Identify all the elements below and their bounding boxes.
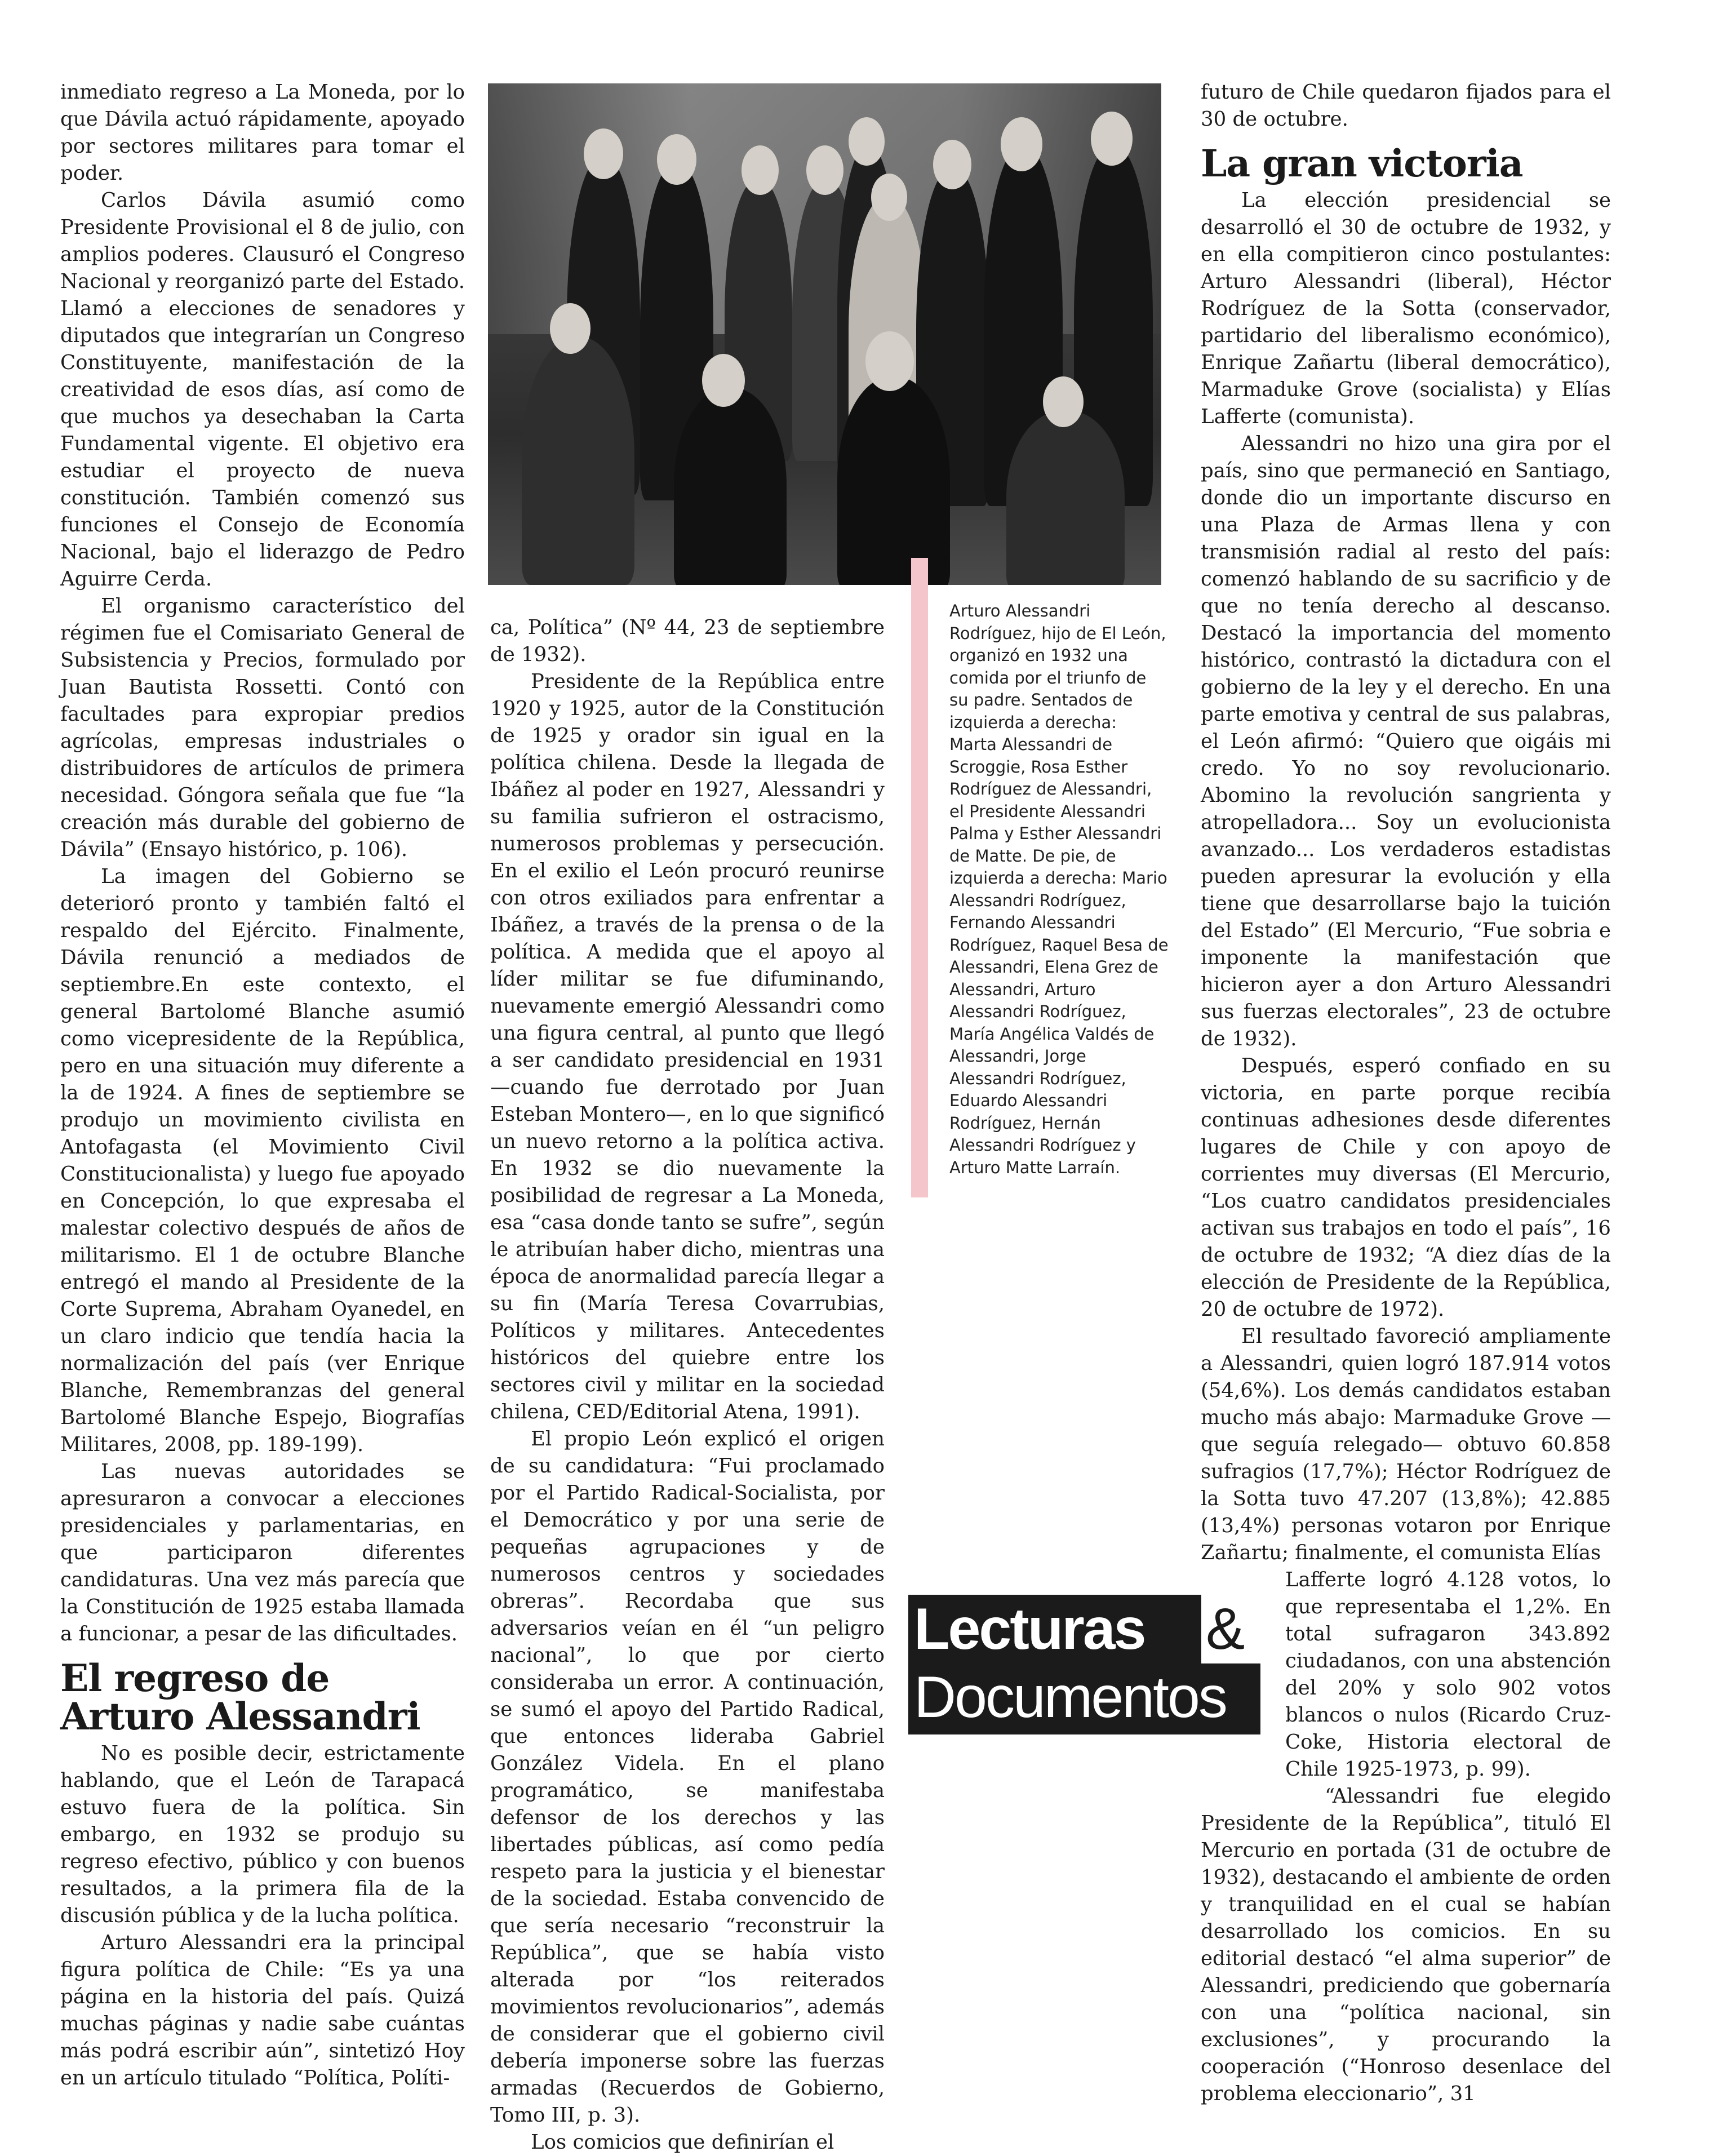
paragraph: El propio León explicó el origen de su candidatura: “Fui proclamado por el Partido Radical-Socialista, por el Democrático y por una serie de pequeñas agrupaciones y de numerosos centros y sociedades obreras”. Recordaba que sus adversarios veían en él “un peligro nacional”, lo que por cierto consideraba un error. A continuación, se sumó el apoyo del Partido Radical, que entonces lideraba Gabriel González Videla. En el plano programático, se manifestaba defensor de los derechos y las libertades públicas, así como pedía respeto para la justicia y el bienestar de la sociedad. Estaba convencido de que sería necesario “reconstruir la República”, que se había visto alterada por “los reiterados movimientos revolucionarios”, además de considerar que el gobierno civil debería imponerse sobre las fuerzas armadas (Recuerdos de Gobierno, Tomo III, p. 3). [490, 1427, 885, 2127]
paragraph: Las nuevas autoridades se apresuraron a convocar a elecciones presidenciales y parlamentarias, en que participaron diferentes candidaturas. Una vez más parecía que la Constitución de 1925 estaba llamada a funcionar, a pesar de las dificultades. [60, 1460, 465, 1645]
paragraph: “Alessandri fue elegido Presidente de la República”, tituló El Mercurio en portada (31 de octubre de 1932), destacando el ambiente de orden y tranquilidad en el cual se habían desarrollado los comicios. En su editorial destacó “el alma superior” de Alessandri, prediciendo que gobernaría con una “política nacional, sin exclusiones”, y procurando la cooperación (“Honroso desenlace del problema eleccionario”, 31 [1201, 1785, 1611, 2105]
paragraph: Alessandri no hizo una gira por el país, sino que permaneció en Santiago, donde dio un importante discurso en una Plaza de Armas llena y con transmisión radial al resto del país: comenzó hablando de su sacrificio y de que no tenía derecho al descanso. Destacó la importancia del momento histórico, contrastó la dictadura con el gobierno de la ley y el derecho. En una parte emotiva y central de sus palabras, el León afirmó: “Quiero que oigáis mi credo. Yo no soy revolucionario. Abomino la revolución sangrienta y atropelladora... Soy un evolucionista avanzado... Los verdaderos estadistas pueden apresurar la evolución y ella tiene que desarrollarse bajo la tuición del Estado” (El Mercurio, “Fue sobria e imponente la manifestación que hicieron ayer a don Arturo Alessandri sus fuerzas electorales”, 23 de octubre de 1932). [1201, 432, 1611, 1050]
paragraph: Arturo Alessandri era la principal figura política de Chile: “Es ya una página en la historia del país. Quizá muchas páginas y nadie sabe cuántas más podrá escribir aún”, sintetizó Hoy en un artículo titulado “Política, Políti- [60, 1931, 465, 2090]
caption-accent-bar [911, 558, 928, 1197]
column-left [60, 79, 465, 2092]
paragraph: Lafferte logró 4.128 votos, lo que representaba el 1,2%. En total sufragaron 343.892 ciudadanos, con una abstención del 20% y solo 902 votos blancos o nulos (Ricardo Cruz-Coke, Historia electoral de Chile 1925-1973, p. 99). [1285, 1568, 1611, 1781]
photo-caption: Arturo Alessandri Rodríguez, hijo de El León, organizó en 1932 una comida por el triunfo de su padre. Sentados de izquierda a derecha: Marta Alessandri de Scroggie, Rosa Esther Rodríguez de Alessandri, el Presidente Alessandri Palma y Esther Alessandri de Matte. De pie, de izquierda a derecha: Mario Alessandri Rodríguez, Fernando Alessandri Rodríguez, Raquel Besa de Alessandri, Elena Grez de Alessandri, Arturo Alessandri Rodríguez, María Angélica Valdés de Alessandri, Jorge Alessandri Rodríguez, Eduardo Alessandri Rodríguez, Hernán Alessandri Rodríguez y Arturo Matte Larraín. [949, 601, 1169, 1177]
column-middle [490, 614, 885, 2156]
section-heading: El regreso de Arturo Alessandri [60, 1656, 420, 1738]
paragraph: futuro de Chile quedaron fijados para el 30 de octubre. [1201, 81, 1611, 131]
paragraph: El organismo característico del régimen fue el Comisariato General de Subsistencia y Precios, formulado por Juan Bautista Rossetti. Contó con facultades para expropiar predios agrícolas, empresas industriales o distribuidores de artículos de primera necesidad. Góngora señala que fue “la creación más durable del gobierno de Dávila” (Ensayo histórico, p. 106). [60, 595, 465, 861]
paragraph: ca, Política” (Nº 44, 23 de septiembre de 1932). [490, 616, 885, 666]
paragraph: Los comicios que definirían el [531, 2131, 834, 2154]
logo-ampersand: & [1206, 1596, 1245, 1662]
paragraph: El resultado favoreció ampliamente a Alessandri, quien logró 187.914 votos (54,6%). Los demás candidatos estaban mucho más abajo: Marmaduke Grove —que seguía relegado— obtuvo 60.858 sufragios (17,7%); Héctor Rodríguez de la Sotta tuvo 47.207 (13,8%); 42.885 (13,4%) personas votaron por Enrique Zañartu; finalmente, el comunista Elías [1201, 1325, 1611, 1564]
paragraph: Después, esperó confiado en su victoria, en parte porque recibía continuas adhesiones desde diferentes lugares de Chile y con apoyo de corrientes muy diversas (El Mercurio, “Los cuatro candidatos presidenciales activan sus trabajos en todo el país”, 16 de octubre de 1932; “A diez días de la elección de Presidente de la República, 20 de octubre de 1972). [1201, 1054, 1611, 1321]
family-photo [488, 83, 1161, 585]
paragraph: Carlos Dávila asumió como Presidente Provisional el 8 de julio, con amplios poderes. Clausuró el Congreso Nacional y reorganizó parte del Estado. Llamó a elecciones de senadores y diputados que integrarían un Congreso Constituyente, manifestación de la creatividad de esos días, así como de que muchos ya desechaban la Carta Fundamental vigente. El objetivo era estudiar el proyecto de nueva constitución. También comenzó sus funciones el Consejo de Economía Nacional, bajo el liderazgo de Pedro Aguirre Cerda. [60, 189, 465, 591]
logo-line-lecturas: Lecturas [908, 1595, 1201, 1663]
paragraph: La imagen del Gobierno se deterioró pronto y también faltó el respaldo del Ejército. Finalmente, Dávila renunció a mediados de septiembre.En este contexto, el general Bartolomé Blanche asumió como vicepresidente de la República, pero en una situación muy diferente a la de 1924. A fines de septiembre se produjo un movimiento civilista en Antofagasta (el Movimiento Civil Constitucionalista) y luego fue apoyado en Concepción, lo que expresaba el malestar colectivo después de años de militarismo. El 1 de octubre Blanche entregó el mando al Presidente de la Corte Suprema, Abraham Oyanedel, en un claro indicio que tendía hacia la normalización del país (ver Enrique Blanche, Remembranzas del general Bartolomé Blanche Espejo, Biografías Militares, 2008, pp. 189-199). [60, 865, 465, 1456]
paragraph: No es posible decir, estrictamente hablando, que el León de Tarapacá estuvo fuera de la política. Sin embargo, en 1932 se produjo su regreso efectivo, público y con buenos resultados, a la primera fila de la discusión pública y de la lucha política. [60, 1742, 465, 1927]
logo-line-documentos: Documentos [908, 1663, 1260, 1734]
column-right [1201, 79, 1611, 2108]
paragraph: inmediato regreso a La Moneda, por lo que Dávila actuó rápidamente, apoyado por sectores militares para tomar el poder. [60, 81, 465, 185]
paragraph: Presidente de la República entre 1920 y 1925, autor de la Constitución de 1925 y orador sin igual en la política chilena. Desde la llegada de Ibáñez al poder en 1927, Alessandri y su familia sufrieron el ostracismo, numerosos problemas y persecución. En el exilio el León procuró reunirse con otros exiliados para enfrentar a Ibáñez, a través de la prensa o de la política. A medida que el apoyo al líder militar se fue difuminando, nuevamente emergió Alessandri como una figura central, al punto que llegó a ser candidato presidencial en 1931 —cuando fue derrotado por Juan Esteban Montero—, en lo que significó un nuevo retorno a la política activa. En 1932 se dio nuevamente la posibilidad de regresar a La Moneda, esa “casa donde tanto se sufre”, según le atribuían haber dicho, mientras una época de anormalidad parecía llegar a su fin (María Teresa Covarrubias, Políticos y militares. Antecedentes históricos del quiebre entre los sectores civil y militar en la sociedad chilena, CED/Editorial Atena, 1991). [490, 670, 885, 1423]
section-heading: La gran victoria [1201, 141, 1523, 185]
paragraph: La elección presidencial se desarrolló el 30 de octubre de 1932, y en ella compitieron cinco postulantes: Arturo Alessandri (liberal), Héctor Rodríguez de la Sotta (conservador, partidario del liberalismo económico), Enrique Zañartu (liberal democrático), Marmaduke Grove (socialista) y Elías Lafferte (comunista). [1201, 189, 1611, 428]
